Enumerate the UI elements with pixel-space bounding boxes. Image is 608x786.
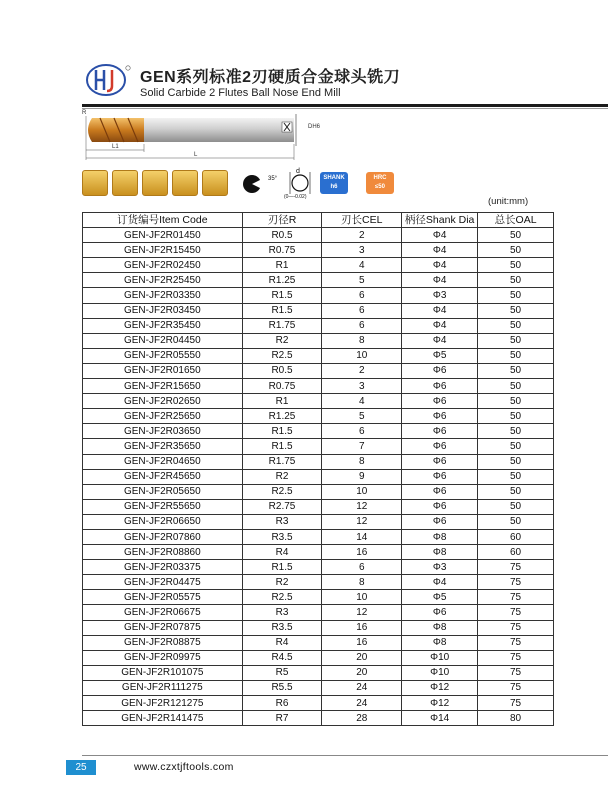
radius-cell: R2.5 (242, 590, 322, 605)
slotting-icon (82, 170, 108, 196)
overall-length-cell: 75 (478, 605, 554, 620)
item-code-cell: GEN-JF2R35450 (83, 318, 243, 333)
helix-angle-value: 35° (268, 176, 278, 182)
header-divider (82, 104, 608, 107)
table-row (83, 590, 554, 605)
item-code-cell: GEN-JF2R01450 (83, 228, 243, 243)
shank-dia-cell: Φ6 (402, 439, 478, 454)
header-radius: 刃径R (242, 213, 322, 228)
item-code-cell: GEN-JF2R08860 (83, 545, 243, 560)
item-code-cell: GEN-JF2R02650 (83, 394, 243, 409)
ramping-icon (172, 170, 198, 196)
radius-cell: R1.75 (242, 454, 322, 469)
overall-length-cell: 75 (478, 680, 554, 695)
cutting-length-cell: 2 (322, 363, 402, 378)
table-row (83, 394, 554, 409)
cutting-length-cell: 16 (322, 620, 402, 635)
item-code-cell: GEN-JF2R03350 (83, 288, 243, 303)
table-row (83, 424, 554, 439)
table-body (83, 228, 554, 726)
item-code-cell: GEN-JF2R07860 (83, 529, 243, 544)
cutting-length-cell: 2 (322, 228, 402, 243)
shank-dia-cell: Φ8 (402, 529, 478, 544)
shank-dia-cell: Φ4 (402, 243, 478, 258)
hardness-badge (366, 172, 394, 194)
item-code-cell: GEN-JF2R01650 (83, 363, 243, 378)
table-header-row (83, 213, 554, 228)
table-row (83, 303, 554, 318)
company-logo-icon (84, 62, 134, 98)
radius-cell: R0.75 (242, 243, 322, 258)
shank-dia-cell: Φ4 (402, 258, 478, 273)
shank-dia-cell: Φ3 (402, 560, 478, 575)
radius-cell: R1.25 (242, 273, 322, 288)
radius-cell: R4 (242, 635, 322, 650)
item-code-cell: GEN-JF2R07875 (83, 620, 243, 635)
shank-dia-cell: Φ4 (402, 303, 478, 318)
cutting-length-cell: 14 (322, 529, 402, 544)
table-row (83, 379, 554, 394)
overall-length-label: L (194, 152, 198, 158)
item-code-cell: GEN-JF2R09975 (83, 650, 243, 665)
overall-length-cell: 50 (478, 318, 554, 333)
table-row (83, 499, 554, 514)
table-row (83, 665, 554, 680)
item-code-cell: GEN-JF2R121275 (83, 696, 243, 711)
item-code-cell: GEN-JF2R25650 (83, 409, 243, 424)
cutting-length-cell: 9 (322, 469, 402, 484)
helix-angle-icon (242, 172, 266, 196)
table-row (83, 273, 554, 288)
overall-length-cell: 50 (478, 454, 554, 469)
header-item-code: 订货编号Item Code (83, 213, 243, 228)
radius-cell: R2 (242, 469, 322, 484)
radius-cell: R5.5 (242, 680, 322, 695)
shank-dia-cell: Φ4 (402, 333, 478, 348)
page-subtitle: Solid Carbide 2 Flutes Ball Nose End Mill (140, 87, 341, 99)
header-overall-length: 总长OAL (478, 213, 554, 228)
overall-length-cell: 50 (478, 228, 554, 243)
table-row (83, 575, 554, 590)
item-code-cell: GEN-JF2R25450 (83, 273, 243, 288)
cutting-length-cell: 6 (322, 560, 402, 575)
item-code-cell: GEN-JF2R03450 (83, 303, 243, 318)
shank-dia-cell: Φ4 (402, 228, 478, 243)
cutting-length-cell: 7 (322, 439, 402, 454)
shank-dia-cell: Φ6 (402, 454, 478, 469)
table-row (83, 696, 554, 711)
tolerance-value: (0—-0.02) (284, 194, 307, 200)
shank-badge-line1: SHANK (323, 175, 345, 181)
item-code-cell: GEN-JF2R04475 (83, 575, 243, 590)
radius-cell: R4.5 (242, 650, 322, 665)
cutting-length-cell: 8 (322, 454, 402, 469)
item-code-cell: GEN-JF2R05650 (83, 484, 243, 499)
table-row (83, 484, 554, 499)
cutting-length-cell: 10 (322, 348, 402, 363)
item-code-cell: GEN-JF2R04450 (83, 333, 243, 348)
table-row (83, 333, 554, 348)
overall-length-cell: 50 (478, 424, 554, 439)
overall-length-cell: 50 (478, 379, 554, 394)
cutting-length-cell: 24 (322, 680, 402, 695)
table-row (83, 243, 554, 258)
table-row (83, 288, 554, 303)
cutting-length-cell: 12 (322, 499, 402, 514)
radius-label: R (82, 110, 87, 116)
shank-dia-cell: Φ10 (402, 650, 478, 665)
table-row (83, 258, 554, 273)
item-code-cell: GEN-JF2R05575 (83, 590, 243, 605)
radius-cell: R1.5 (242, 303, 322, 318)
cutting-length-cell: 28 (322, 711, 402, 726)
shank-dia-cell: Φ8 (402, 635, 478, 650)
header-cutting-length: 刃长CEL (322, 213, 402, 228)
radius-cell: R1.75 (242, 318, 322, 333)
cutting-length-cell: 3 (322, 379, 402, 394)
tool-drawing (82, 110, 342, 166)
shank-dia-cell: Φ5 (402, 348, 478, 363)
shank-dia-cell: Φ6 (402, 379, 478, 394)
shank-dia-cell: Φ6 (402, 514, 478, 529)
table-row (83, 409, 554, 424)
overall-length-cell: 50 (478, 499, 554, 514)
cutting-length-cell: 10 (322, 484, 402, 499)
radius-cell: R3.5 (242, 529, 322, 544)
shank-dia-cell: Φ6 (402, 424, 478, 439)
tolerance-symbol: d (296, 168, 300, 175)
shank-dia-cell: Φ6 (402, 409, 478, 424)
table-row (83, 620, 554, 635)
shank-dia-cell: Φ3 (402, 288, 478, 303)
radius-cell: R1.5 (242, 439, 322, 454)
overall-length-cell: 50 (478, 258, 554, 273)
overall-length-cell: 50 (478, 439, 554, 454)
profile-milling-icon (202, 170, 228, 196)
table-row (83, 469, 554, 484)
cutting-length-cell: 12 (322, 514, 402, 529)
page-header (0, 0, 608, 110)
unit-label: (unit:mm) (488, 196, 529, 207)
footer-divider (82, 755, 608, 756)
item-code-cell: GEN-JF2R03650 (83, 424, 243, 439)
overall-length-cell: 50 (478, 288, 554, 303)
item-code-cell: GEN-JF2R08875 (83, 635, 243, 650)
radius-cell: R6 (242, 696, 322, 711)
overall-length-cell: 50 (478, 469, 554, 484)
item-code-cell: GEN-JF2R05550 (83, 348, 243, 363)
overall-length-cell: 60 (478, 545, 554, 560)
radius-cell: R3 (242, 605, 322, 620)
overall-length-cell: 60 (478, 529, 554, 544)
shank-dia-cell: Φ8 (402, 620, 478, 635)
cutting-length-cell: 4 (322, 258, 402, 273)
radius-cell: R1 (242, 394, 322, 409)
shank-dia-cell: Φ10 (402, 665, 478, 680)
cutting-length-cell: 16 (322, 635, 402, 650)
hrc-badge-line1: HRC (373, 175, 387, 181)
shank-dia-cell: Φ6 (402, 484, 478, 499)
footer-website: www.czxtjftools.com (134, 761, 234, 773)
radius-cell: R0.5 (242, 228, 322, 243)
overall-length-cell: 75 (478, 560, 554, 575)
radius-cell: R1.5 (242, 424, 322, 439)
table-row (83, 529, 554, 544)
shank-dia-cell: Φ4 (402, 273, 478, 288)
table-row (83, 363, 554, 378)
overall-length-cell: 50 (478, 243, 554, 258)
item-code-cell: GEN-JF2R06650 (83, 514, 243, 529)
header-divider-thin (82, 108, 608, 109)
radius-cell: R1.25 (242, 409, 322, 424)
cutting-length-cell: 3 (322, 243, 402, 258)
radius-cell: R0.5 (242, 363, 322, 378)
side-milling-icon (112, 170, 138, 196)
overall-length-cell: 75 (478, 665, 554, 680)
radius-cell: R7 (242, 711, 322, 726)
cutting-length-cell: 16 (322, 545, 402, 560)
shank-dia-cell: Φ5 (402, 590, 478, 605)
item-code-cell: GEN-JF2R55650 (83, 499, 243, 514)
overall-length-cell: 50 (478, 303, 554, 318)
shank-dia-cell: Φ8 (402, 545, 478, 560)
radius-cell: R3 (242, 514, 322, 529)
page-title: GEN系列标准2刃硬质合金球头铣刀 (140, 69, 401, 86)
table-row (83, 711, 554, 726)
cutting-length-cell: 8 (322, 575, 402, 590)
page-number: 25 (66, 760, 96, 775)
shank-dia-cell: Φ6 (402, 605, 478, 620)
cutting-length-cell: 6 (322, 288, 402, 303)
shank-dia-cell: Φ4 (402, 318, 478, 333)
item-code-cell: GEN-JF2R111275 (83, 680, 243, 695)
radius-cell: R3.5 (242, 620, 322, 635)
table-row (83, 228, 554, 243)
overall-length-cell: 50 (478, 348, 554, 363)
shank-dia-cell: Φ6 (402, 363, 478, 378)
cutting-length-cell: 6 (322, 424, 402, 439)
cutting-length-cell: 24 (322, 696, 402, 711)
overall-length-cell: 75 (478, 650, 554, 665)
radius-cell: R2 (242, 575, 322, 590)
table-row (83, 650, 554, 665)
radius-cell: R1 (242, 258, 322, 273)
shank-dia-cell: Φ14 (402, 711, 478, 726)
item-code-cell: GEN-JF2R04650 (83, 454, 243, 469)
header-shank-dia: 柄径Shank Dia (402, 213, 478, 228)
table-row (83, 454, 554, 469)
shank-dia-cell: Φ6 (402, 469, 478, 484)
overall-length-cell: 50 (478, 363, 554, 378)
radius-cell: R2 (242, 333, 322, 348)
shank-badge-line2: h6 (330, 184, 338, 190)
diameter-label: DH6 (308, 124, 321, 130)
radius-cell: R1.5 (242, 560, 322, 575)
shank-tolerance-badge (320, 172, 348, 194)
overall-length-cell: 75 (478, 575, 554, 590)
shank-dia-cell: Φ4 (402, 575, 478, 590)
overall-length-cell: 50 (478, 273, 554, 288)
item-code-cell: GEN-JF2R101075 (83, 665, 243, 680)
overall-length-cell: 75 (478, 635, 554, 650)
overall-length-cell: 50 (478, 394, 554, 409)
radius-cell: R1.5 (242, 288, 322, 303)
table-row (83, 680, 554, 695)
cutting-length-cell: 10 (322, 590, 402, 605)
cutting-length-cell: 8 (322, 333, 402, 348)
hrc-badge-line2: ≤50 (375, 184, 385, 190)
overall-length-cell: 50 (478, 484, 554, 499)
cutting-length-cell: 5 (322, 273, 402, 288)
item-code-cell: GEN-JF2R03375 (83, 560, 243, 575)
radius-cell: R2.5 (242, 484, 322, 499)
overall-length-cell: 50 (478, 333, 554, 348)
table-row (83, 318, 554, 333)
radius-cell: R5 (242, 665, 322, 680)
feature-icons (82, 170, 412, 200)
radius-cell: R2.5 (242, 348, 322, 363)
shank-dia-cell: Φ6 (402, 394, 478, 409)
table-row (83, 545, 554, 560)
item-code-cell: GEN-JF2R141475 (83, 711, 243, 726)
cutting-length-cell: 20 (322, 665, 402, 680)
cutting-length-cell: 5 (322, 409, 402, 424)
overall-length-cell: 50 (478, 514, 554, 529)
item-code-cell: GEN-JF2R35650 (83, 439, 243, 454)
item-code-cell: GEN-JF2R15450 (83, 243, 243, 258)
item-code-cell: GEN-JF2R06675 (83, 605, 243, 620)
overall-length-cell: 80 (478, 711, 554, 726)
cutting-length-cell: 12 (322, 605, 402, 620)
shank-dia-cell: Φ12 (402, 696, 478, 711)
overall-length-cell: 75 (478, 590, 554, 605)
end-mill-diagram-icon (82, 110, 342, 166)
cutting-length-cell: 4 (322, 394, 402, 409)
shank-dia-cell: Φ6 (402, 499, 478, 514)
table-row (83, 514, 554, 529)
table-row (83, 348, 554, 363)
table-row (83, 439, 554, 454)
radius-cell: R0.75 (242, 379, 322, 394)
overall-length-cell: 50 (478, 409, 554, 424)
item-code-cell: GEN-JF2R02450 (83, 258, 243, 273)
radius-cell: R4 (242, 545, 322, 560)
pocket-milling-icon (142, 170, 168, 196)
radius-cell: R2.75 (242, 499, 322, 514)
overall-length-cell: 75 (478, 696, 554, 711)
cutting-length-cell: 6 (322, 303, 402, 318)
cutting-length-label: L1 (112, 144, 119, 150)
item-code-cell: GEN-JF2R45650 (83, 469, 243, 484)
cutting-length-cell: 20 (322, 650, 402, 665)
cutting-length-cell: 6 (322, 318, 402, 333)
shank-dia-cell: Φ12 (402, 680, 478, 695)
table-row (83, 605, 554, 620)
overall-length-cell: 75 (478, 620, 554, 635)
table-row (83, 560, 554, 575)
spec-table (82, 212, 554, 726)
table-row (83, 635, 554, 650)
item-code-cell: GEN-JF2R15650 (83, 379, 243, 394)
